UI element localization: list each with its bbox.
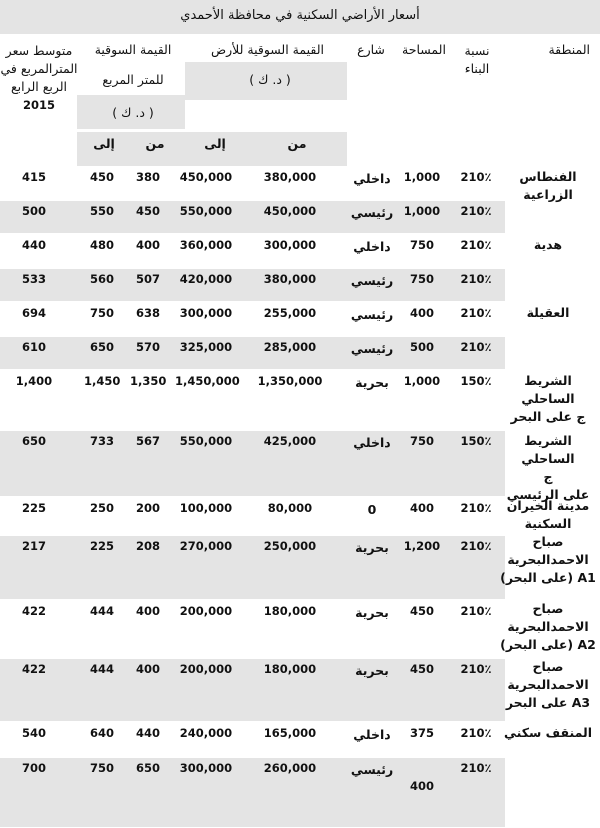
avg-price-cell: 610 [21, 340, 46, 354]
sqm-to-cell: 640 [89, 726, 114, 740]
region-cell [500, 724, 596, 742]
area-cell: 400 [409, 501, 434, 515]
street-cell: رئيسي [350, 205, 394, 220]
avg-price-cell: 422 [21, 604, 46, 618]
sqm-to-cell: 750 [89, 306, 114, 320]
avg-price-cell: 533 [21, 272, 46, 286]
sqm-to-cell: 225 [89, 539, 114, 553]
building-ratio-cell: 210٪ [460, 272, 492, 286]
header-sqm-to: إلى [93, 136, 115, 151]
building-ratio-cell: 210٪ [460, 726, 492, 740]
region-line: الشريط الساحلي [521, 373, 575, 406]
building-ratio-cell: 210٪ [460, 306, 492, 320]
region-line: صباح [532, 601, 564, 616]
land-from-cell: 180,000 [263, 604, 317, 618]
street-cell: بحرية [355, 540, 389, 555]
street-cell: رئيسي [350, 307, 394, 322]
land-from-cell: 165,000 [263, 726, 317, 740]
header-street: شارع [357, 42, 385, 57]
area-cell: 750 [409, 272, 434, 286]
land-to-cell: 450,000 [179, 170, 233, 184]
street-cell: رئيسي [350, 273, 394, 288]
region-line: السكنية [524, 516, 572, 531]
sqm-from-cell: 440 [135, 726, 160, 740]
land-to-cell: 360,000 [179, 238, 233, 252]
land-from-cell: 450,000 [263, 204, 317, 218]
area-cell: 750 [409, 434, 434, 448]
land-from-cell: 180,000 [263, 662, 317, 676]
land-to-cell: 550,000 [179, 434, 233, 448]
sqm-to-cell: 444 [89, 604, 114, 618]
street-cell: داخلي [353, 239, 391, 254]
avg-price-cell: 500 [21, 204, 46, 218]
region-line: الفنطاس [519, 169, 577, 184]
avg-price-cell: 415 [21, 170, 46, 184]
sqm-from-cell: 400 [135, 662, 160, 676]
area-cell: 400 [409, 779, 434, 793]
sqm-to-cell: 560 [89, 272, 114, 286]
avg-price-cell: 422 [21, 662, 46, 676]
region-line: الاحمدالبحرية [507, 619, 589, 634]
building-ratio-cell: 210٪ [460, 662, 492, 676]
building-ratio-cell: 150٪ [460, 374, 492, 388]
street-cell: بحرية [355, 663, 389, 678]
sqm-to-cell: 650 [89, 340, 114, 354]
land-from-cell: 300,000 [263, 238, 317, 252]
region-line: الزراعية [523, 187, 573, 202]
land-from-cell: 425,000 [263, 434, 317, 448]
avg-price-cell: 440 [21, 238, 46, 252]
sqm-from-cell: 638 [135, 306, 160, 320]
region-cell [500, 658, 596, 712]
region-cell [500, 533, 596, 587]
region-cell [500, 372, 596, 426]
building-ratio-cell: 210٪ [460, 604, 492, 618]
area-cell: 450 [409, 662, 434, 676]
region-line: العقيلة [526, 305, 570, 320]
area-cell: 1,000 [403, 170, 441, 184]
region-line: صباح [532, 534, 564, 549]
sqm-from-cell: 450 [135, 204, 160, 218]
sqm-from-cell: 400 [135, 604, 160, 618]
land-from-cell: 285,000 [263, 340, 317, 354]
region-cell [500, 432, 596, 504]
building-ratio-cell: 210٪ [460, 501, 492, 515]
land-from-cell: 80,000 [267, 501, 313, 515]
region-line: مدينة الخيران [506, 498, 590, 513]
header-sqm-from: من [145, 136, 165, 151]
street-cell: داخلي [353, 435, 391, 450]
land-to-cell: 300,000 [179, 306, 233, 320]
land-from-cell: 380,000 [263, 170, 317, 184]
land-to-cell: 300,000 [179, 761, 233, 775]
region-cell [500, 236, 596, 254]
sqm-to-cell: 733 [89, 434, 114, 448]
building-ratio-cell: 210٪ [460, 170, 492, 184]
region-line: المنقف سكني [503, 725, 592, 740]
street-cell: رئيسي [350, 762, 394, 777]
sqm-to-cell: 444 [89, 662, 114, 676]
street-cell: داخلي [353, 171, 391, 186]
sqm-to-cell: 550 [89, 204, 114, 218]
street-cell: داخلي [353, 727, 391, 742]
region-line: A1 (على البحر) [500, 570, 596, 585]
sqm-to-cell: 750 [89, 761, 114, 775]
sqm-from-cell: 650 [135, 761, 160, 775]
header-land-unit: ( د. ك ) [249, 72, 291, 87]
sqm-to-cell: 480 [89, 238, 114, 252]
land-to-cell: 420,000 [179, 272, 233, 286]
land-to-cell: 270,000 [179, 539, 233, 553]
region-cell [500, 304, 596, 322]
header-sqm-per: للمتر المربع [102, 72, 164, 87]
header-area: المساحة [402, 42, 446, 57]
land-from-cell: 1,350,000 [257, 374, 323, 388]
region-line: هدية [533, 237, 563, 252]
land-from-cell: 250,000 [263, 539, 317, 553]
region-cell [500, 600, 596, 654]
header-land-from: من [287, 136, 307, 151]
land-to-cell: 200,000 [179, 662, 233, 676]
avg-price-cell: 1,400 [15, 374, 53, 388]
header-ratio: نسبة البناء [464, 43, 490, 76]
region-cell [500, 497, 596, 533]
avg-price-cell: 694 [21, 306, 46, 320]
land-from-cell: 260,000 [263, 761, 317, 775]
header-land-value: القيمة السوقية للأرض [210, 42, 324, 57]
region-line: صباح [532, 659, 564, 674]
area-cell: 400 [409, 306, 434, 320]
street-cell: رئيسي [350, 341, 394, 356]
area-cell: 1,000 [403, 204, 441, 218]
building-ratio-cell: 210٪ [460, 761, 492, 775]
sqm-from-cell: 567 [135, 434, 160, 448]
sqm-to-cell: 450 [89, 170, 114, 184]
sqm-from-cell: 1,350 [130, 374, 167, 388]
region-line: الشريط الساحلي [521, 433, 575, 466]
sqm-from-cell: 208 [135, 539, 160, 553]
land-to-cell: 325,000 [179, 340, 233, 354]
area-cell: 1,200 [403, 539, 441, 553]
avg-price-cell: 650 [21, 434, 46, 448]
region-line: ج على البحر [510, 409, 586, 424]
land-to-cell: 100,000 [179, 501, 233, 515]
region-line: A3 على البحر [505, 695, 591, 710]
header-sqm-unit: ( د. ك ) [112, 105, 154, 120]
avg-price-cell: 217 [21, 539, 46, 553]
region-line: الاحمدالبحرية [507, 552, 589, 567]
land-to-cell: 240,000 [179, 726, 233, 740]
building-ratio-cell: 210٪ [460, 340, 492, 354]
area-cell: 375 [409, 726, 434, 740]
sqm-to-cell: 1,450 [84, 374, 121, 388]
header-region: المنطقة [548, 42, 590, 57]
area-cell: 750 [409, 238, 434, 252]
region-cell [500, 168, 596, 204]
land-from-cell: 380,000 [263, 272, 317, 286]
area-cell: 450 [409, 604, 434, 618]
sqm-from-cell: 380 [135, 170, 160, 184]
sqm-to-cell: 250 [89, 501, 114, 515]
header-sqm-value: القيمة السوقية [94, 42, 172, 57]
land-to-cell: 1,450,000 [175, 374, 240, 388]
area-cell: 500 [409, 340, 434, 354]
region-line: على الرئيسي [506, 487, 590, 502]
land-from-cell: 255,000 [263, 306, 317, 320]
avg-price-cell: 225 [21, 501, 46, 515]
header-land-to: إلى [204, 136, 226, 151]
area-cell: 1,000 [403, 374, 441, 388]
land-to-cell: 200,000 [179, 604, 233, 618]
sqm-from-cell: 200 [135, 501, 160, 515]
street-cell: بحرية [355, 375, 389, 390]
building-ratio-cell: 210٪ [460, 539, 492, 553]
header-avg-price: متوسط سعر المترالمربع في الربع الرابع 2015 [0, 43, 78, 112]
region-line: الاحمدالبحرية [507, 677, 589, 692]
region-line: ج [543, 469, 553, 484]
sqm-from-cell: 507 [135, 272, 160, 286]
building-ratio-cell: 210٪ [460, 238, 492, 252]
building-ratio-cell: 150٪ [460, 434, 492, 448]
region-line: A2 (على البحر) [500, 637, 596, 652]
sqm-from-cell: 570 [135, 340, 160, 354]
land-to-cell: 550,000 [179, 204, 233, 218]
street-cell: بحرية [355, 605, 389, 620]
avg-price-cell: 700 [21, 761, 46, 775]
page-title: أسعار الأراضي السكنية في محافظة الأحمدي [180, 8, 420, 23]
avg-price-cell: 540 [21, 726, 46, 740]
sqm-from-cell: 400 [135, 238, 160, 252]
building-ratio-cell: 210٪ [460, 204, 492, 218]
street-cell: 0 [367, 502, 377, 517]
